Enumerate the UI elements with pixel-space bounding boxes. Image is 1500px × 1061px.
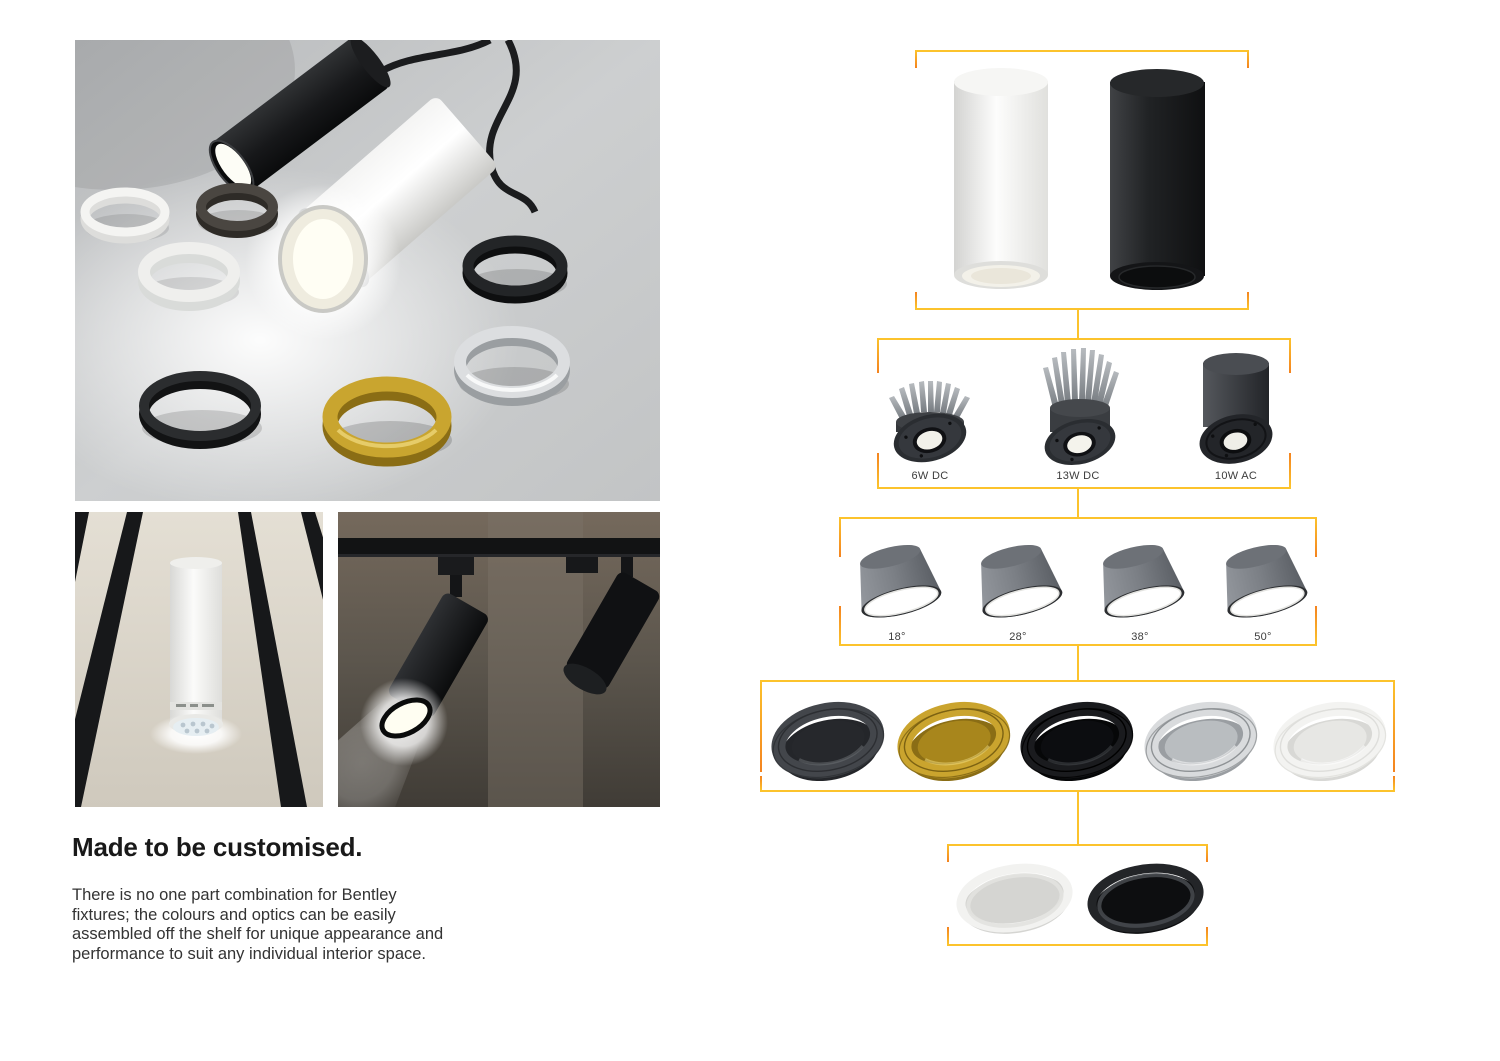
trim-ring-white (1273, 698, 1389, 794)
pendant-photo (75, 512, 323, 807)
main-product-photo (75, 40, 660, 501)
body-line: fixtures; the colours and optics can be easily (72, 905, 396, 924)
page-title: Made to be customised. (72, 832, 363, 862)
led-module-6w (885, 350, 975, 470)
optic-label-28: 28° (1009, 631, 1027, 643)
track-light-illustration (338, 512, 660, 807)
optic-38 (1092, 532, 1189, 632)
connector-lines (740, 40, 1420, 960)
body-line: assembled off the shelf for unique appearance and (72, 925, 444, 943)
trim-ring-black-matte (771, 698, 887, 794)
optic-label-38: 38° (1131, 631, 1149, 643)
pendant-illustration (75, 512, 323, 807)
optic-label-18: 18° (888, 631, 906, 643)
optic-28 (970, 532, 1067, 632)
trim-ring-black-gloss (1020, 698, 1136, 794)
body-line: There is no one part combination for Bentley (72, 886, 397, 904)
trim-ring-gold (897, 698, 1013, 794)
led-module-10w-ac (1190, 349, 1282, 469)
spare-ring-white (955, 863, 1075, 939)
optic-18 (849, 532, 946, 632)
body-line: performance to suit any individual interior space. (72, 944, 427, 963)
optic-label-50: 50° (1254, 631, 1272, 643)
housing-black (1109, 66, 1206, 304)
trim-ring-chrome (1144, 698, 1260, 794)
track-light-photo (338, 512, 660, 807)
module-label-10w: 10W AC (1214, 470, 1258, 482)
optic-50 (1215, 532, 1312, 632)
housing-white (953, 65, 1049, 303)
module-label-13w: 13W DC (1056, 470, 1100, 482)
body-copy (72, 886, 443, 964)
main-photo-illustration (75, 40, 660, 501)
led-module-13w (1035, 346, 1125, 470)
module-label-6w: 6W DC (911, 470, 949, 482)
spare-ring-black (1086, 863, 1206, 939)
